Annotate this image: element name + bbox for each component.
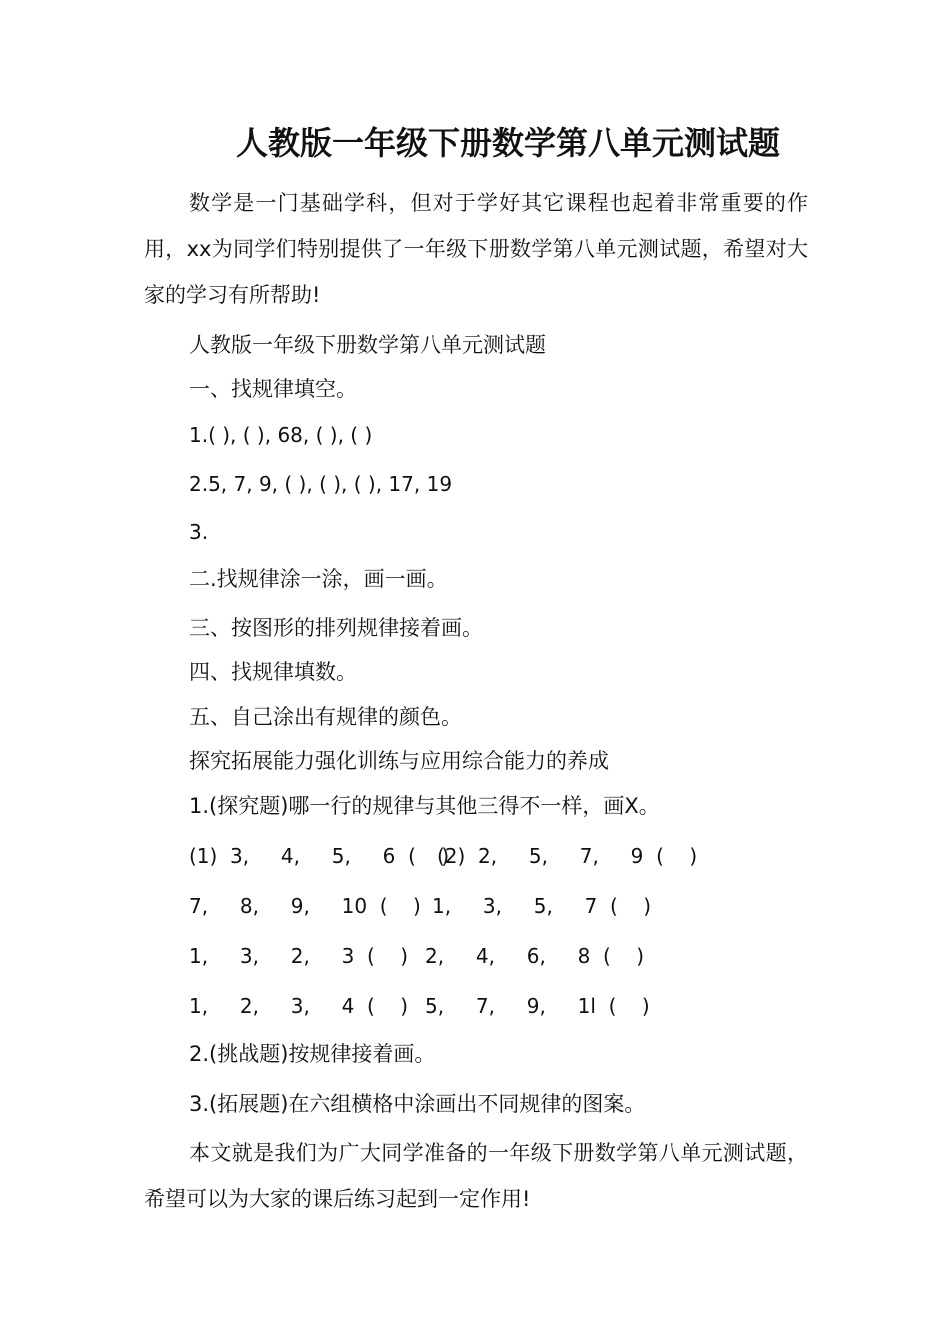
closing-paragraph: 本文就是我们为广大同学准备的一年级下册数学第八单元测试题，希望可以为大家的课后练习起到一定作用! bbox=[144, 1141, 808, 1211]
row-2-right: 1, 3, 5, 7 ( ) bbox=[432, 894, 652, 918]
row-3-right: 2, 4, 6, 8 ( ) bbox=[425, 944, 645, 968]
question-3: 3. bbox=[189, 520, 209, 544]
exercise-1: 1.(探究题)哪一行的规律与其他三得不一样，画X。 bbox=[189, 794, 660, 818]
section-heading-2: 二.找规律涂一涂，画一画。 bbox=[189, 567, 448, 591]
row-1-right: (2) 2, 5, 7, 9 ( ) bbox=[437, 844, 698, 868]
section-heading-1: 一、找规律填空。 bbox=[189, 377, 357, 401]
row-2-left: 7, 8, 9, 10 ( ) bbox=[189, 894, 421, 918]
heading-repeat: 人教版一年级下册数学第八单元测试题 bbox=[189, 333, 546, 357]
section-heading-3: 三、按图形的排列规律接着画。 bbox=[189, 616, 483, 640]
row-4-left: 1, 2, 3, 4 ( ) bbox=[189, 994, 409, 1018]
question-2: 2.5, 7, 9, ( ), ( ), ( ), 17, 19 bbox=[189, 472, 453, 496]
exercise-3: 3.(拓展题)在六组横格中涂画出不同规律的图案。 bbox=[189, 1092, 646, 1116]
section-heading-5: 五、自己涂出有规律的颜色。 bbox=[189, 705, 462, 729]
question-1: 1.( ), ( ), 68, ( ), ( ) bbox=[189, 423, 373, 447]
row-1-left: (1) 3, 4, 5, 6 ( ) bbox=[189, 844, 450, 868]
row-3-left: 1, 3, 2, 3 ( ) bbox=[189, 944, 409, 968]
page-title: 人教版一年级下册数学第八单元测试题 bbox=[235, 124, 780, 162]
intro-paragraph: 数学是一门基础学科，但对于学好其它课程也起着非常重要的作用，xx为同学们特别提供了一年级下册数学第八单元测试题，希望对大家的学习有所帮助! bbox=[144, 191, 808, 307]
exercise-2: 2.(挑战题)按规律接着画。 bbox=[189, 1042, 436, 1066]
extension-heading: 探究拓展能力强化训练与应用综合能力的养成 bbox=[189, 749, 609, 773]
row-4-right: 5, 7, 9, 1l ( ) bbox=[425, 994, 650, 1018]
section-heading-4: 四、找规律填数。 bbox=[189, 660, 357, 684]
